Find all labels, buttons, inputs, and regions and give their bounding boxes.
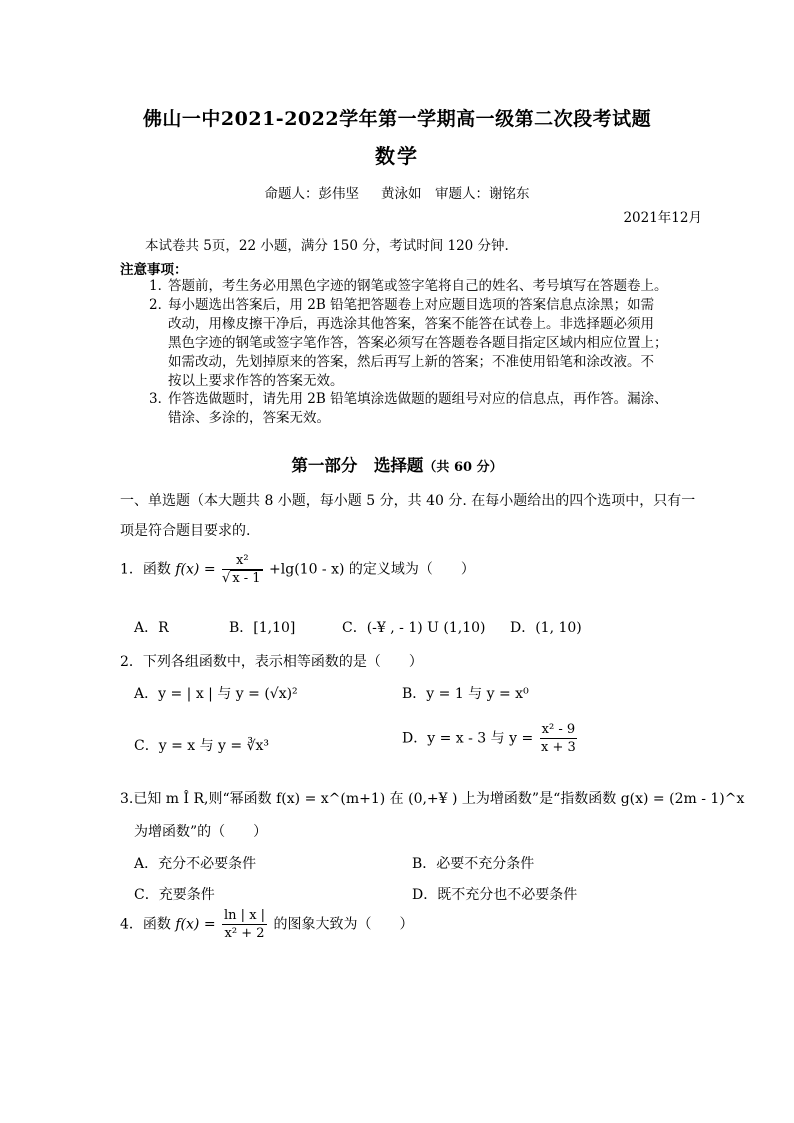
note-2-line-3: 黑色字迹的钢笔或签字笔作答，答案必须写在答题卷各题目指定区域内相应位置上；: [168, 335, 668, 351]
author-mid: 黄泳如: [381, 186, 422, 202]
q3-option-a: A．充分不必要条件: [134, 856, 257, 872]
q4-fraction-numerator: ln | x |: [224, 908, 266, 923]
q2-stem: 下列各组函数中，表示相等函数的是（ ）: [142, 654, 423, 670]
q3-line-1: 3.已知 m Î R,则“幂函数 f(x) = x^(m+1) 在 (0,+¥ ) 上为增函数”是“指数函数 g(x) = (2m - 1)^x: [120, 791, 745, 807]
note-1-line-1: 答题前，考生务必用黑色字迹的钢笔或签字笔将自己的姓名、考号填写在答题卷上。: [168, 278, 668, 294]
note-2-line-4: 如需改动，先划掉原来的答案，然后再写上新的答案；不准使用铅笔和涂改液。不: [168, 354, 654, 370]
note-2-line-1: 每小题选出答案后，用 2B 铅笔把答题卷上对应题目选项的答案信息点涂黑；如需: [168, 297, 655, 313]
q2-option-d-prefix: D．y = x - 3 与 y =: [402, 730, 534, 747]
exam-title: 佛山一中2021-2022学年第一学期高一级第二次段考试题: [142, 108, 652, 130]
q4-function-label: f(x) =: [175, 916, 216, 933]
exam-date: 2021年12月: [623, 210, 702, 226]
q1-fraction: [222, 553, 263, 586]
q1-fraction-denominator: √ x - 1: [222, 571, 261, 586]
q2-option-d-numerator: x² - 9: [541, 722, 576, 737]
q1-option-b: B．[1,10]: [229, 620, 296, 636]
note-2-number: 2．: [149, 297, 172, 313]
q4-prefix: 函数: [142, 916, 171, 933]
reviewer: 审题人：谢铭东: [435, 186, 530, 202]
question-2: [120, 651, 423, 671]
q4-number: 4．: [120, 916, 143, 933]
q3-option-d: D．既不充分也不必要条件: [412, 887, 578, 903]
q3-line-2: 为增函数”的（ ）: [134, 824, 268, 840]
authors-line: [0, 182, 794, 202]
q2-option-a: A．y = | x | 与 y = (√x)²: [134, 686, 298, 702]
question-1: [120, 553, 475, 586]
note-3-number: 3．: [149, 391, 172, 407]
note-3-line-1: 作答选做题时，请先用 2B 铅笔填涂选做题的题组号对应的信息点，再作答。漏涂、: [168, 391, 668, 407]
section-title-text: 第一部分 选择题: [291, 456, 424, 475]
q2-option-d-fraction: [540, 722, 577, 755]
note-1-number: 1．: [149, 278, 172, 294]
q4-tail: 的图象大致为（ ）: [273, 916, 414, 933]
q1-option-c: C．(-¥ , - 1) U (1,10): [342, 620, 486, 636]
q4-fraction: [222, 908, 267, 941]
part1-heading-line-2: 项是符合题目要求的.: [120, 523, 251, 539]
note-3-line-2: 错涂、多涂的，答案无效。: [168, 410, 330, 426]
author-left: 命题人：彭伟坚: [264, 186, 359, 202]
q2-option-b: B．y = 1 与 y = x⁰: [402, 686, 529, 702]
note-2-line-5: 按以上要求作答的答案无效。: [168, 373, 344, 389]
q4-fraction-denominator: x² + 2: [224, 926, 265, 941]
q1-sqrt-content: x - 1: [232, 571, 261, 586]
note-2-line-2: 改动，用橡皮擦干净后，再选涂其他答案，答案不能答在试卷上。非选择题必须用: [168, 316, 654, 332]
q1-fraction-numerator: x²: [222, 553, 263, 570]
subject-title: 数学: [375, 144, 419, 168]
q1-prefix: 函数: [142, 561, 171, 578]
part1-heading-line-1: 一、单选题（本大题共 8 小题，每小题 5 分，共 40 分. 在每小题给出的四个选项中，只有一: [120, 493, 696, 509]
q2-option-d-denominator: x + 3: [541, 740, 576, 755]
q1-function-label: f(x) =: [175, 561, 216, 578]
q3-option-c: C．充要条件: [134, 887, 215, 903]
notes-heading: 注意事项：: [120, 262, 188, 278]
exam-intro: 本试卷共 5页，22 小题，满分 150 分，考试时间 120 分钟.: [145, 238, 509, 254]
q2-option-d: [402, 722, 579, 755]
question-4: [120, 908, 414, 941]
section-points: （共 60 分）: [423, 460, 503, 475]
q2-number: 2．: [120, 654, 143, 670]
q2-option-c: C．y = x 与 y = ∛x³: [134, 738, 270, 754]
q1-option-a: A．R: [134, 620, 169, 636]
q3-option-b: B．必要不充分条件: [412, 856, 535, 872]
section-title: [0, 452, 794, 476]
q1-tail: +lg(10 - x) 的定义域为（ ）: [269, 561, 475, 578]
q1-number: 1．: [120, 561, 143, 578]
q1-option-d: D．(1, 10): [510, 620, 582, 636]
